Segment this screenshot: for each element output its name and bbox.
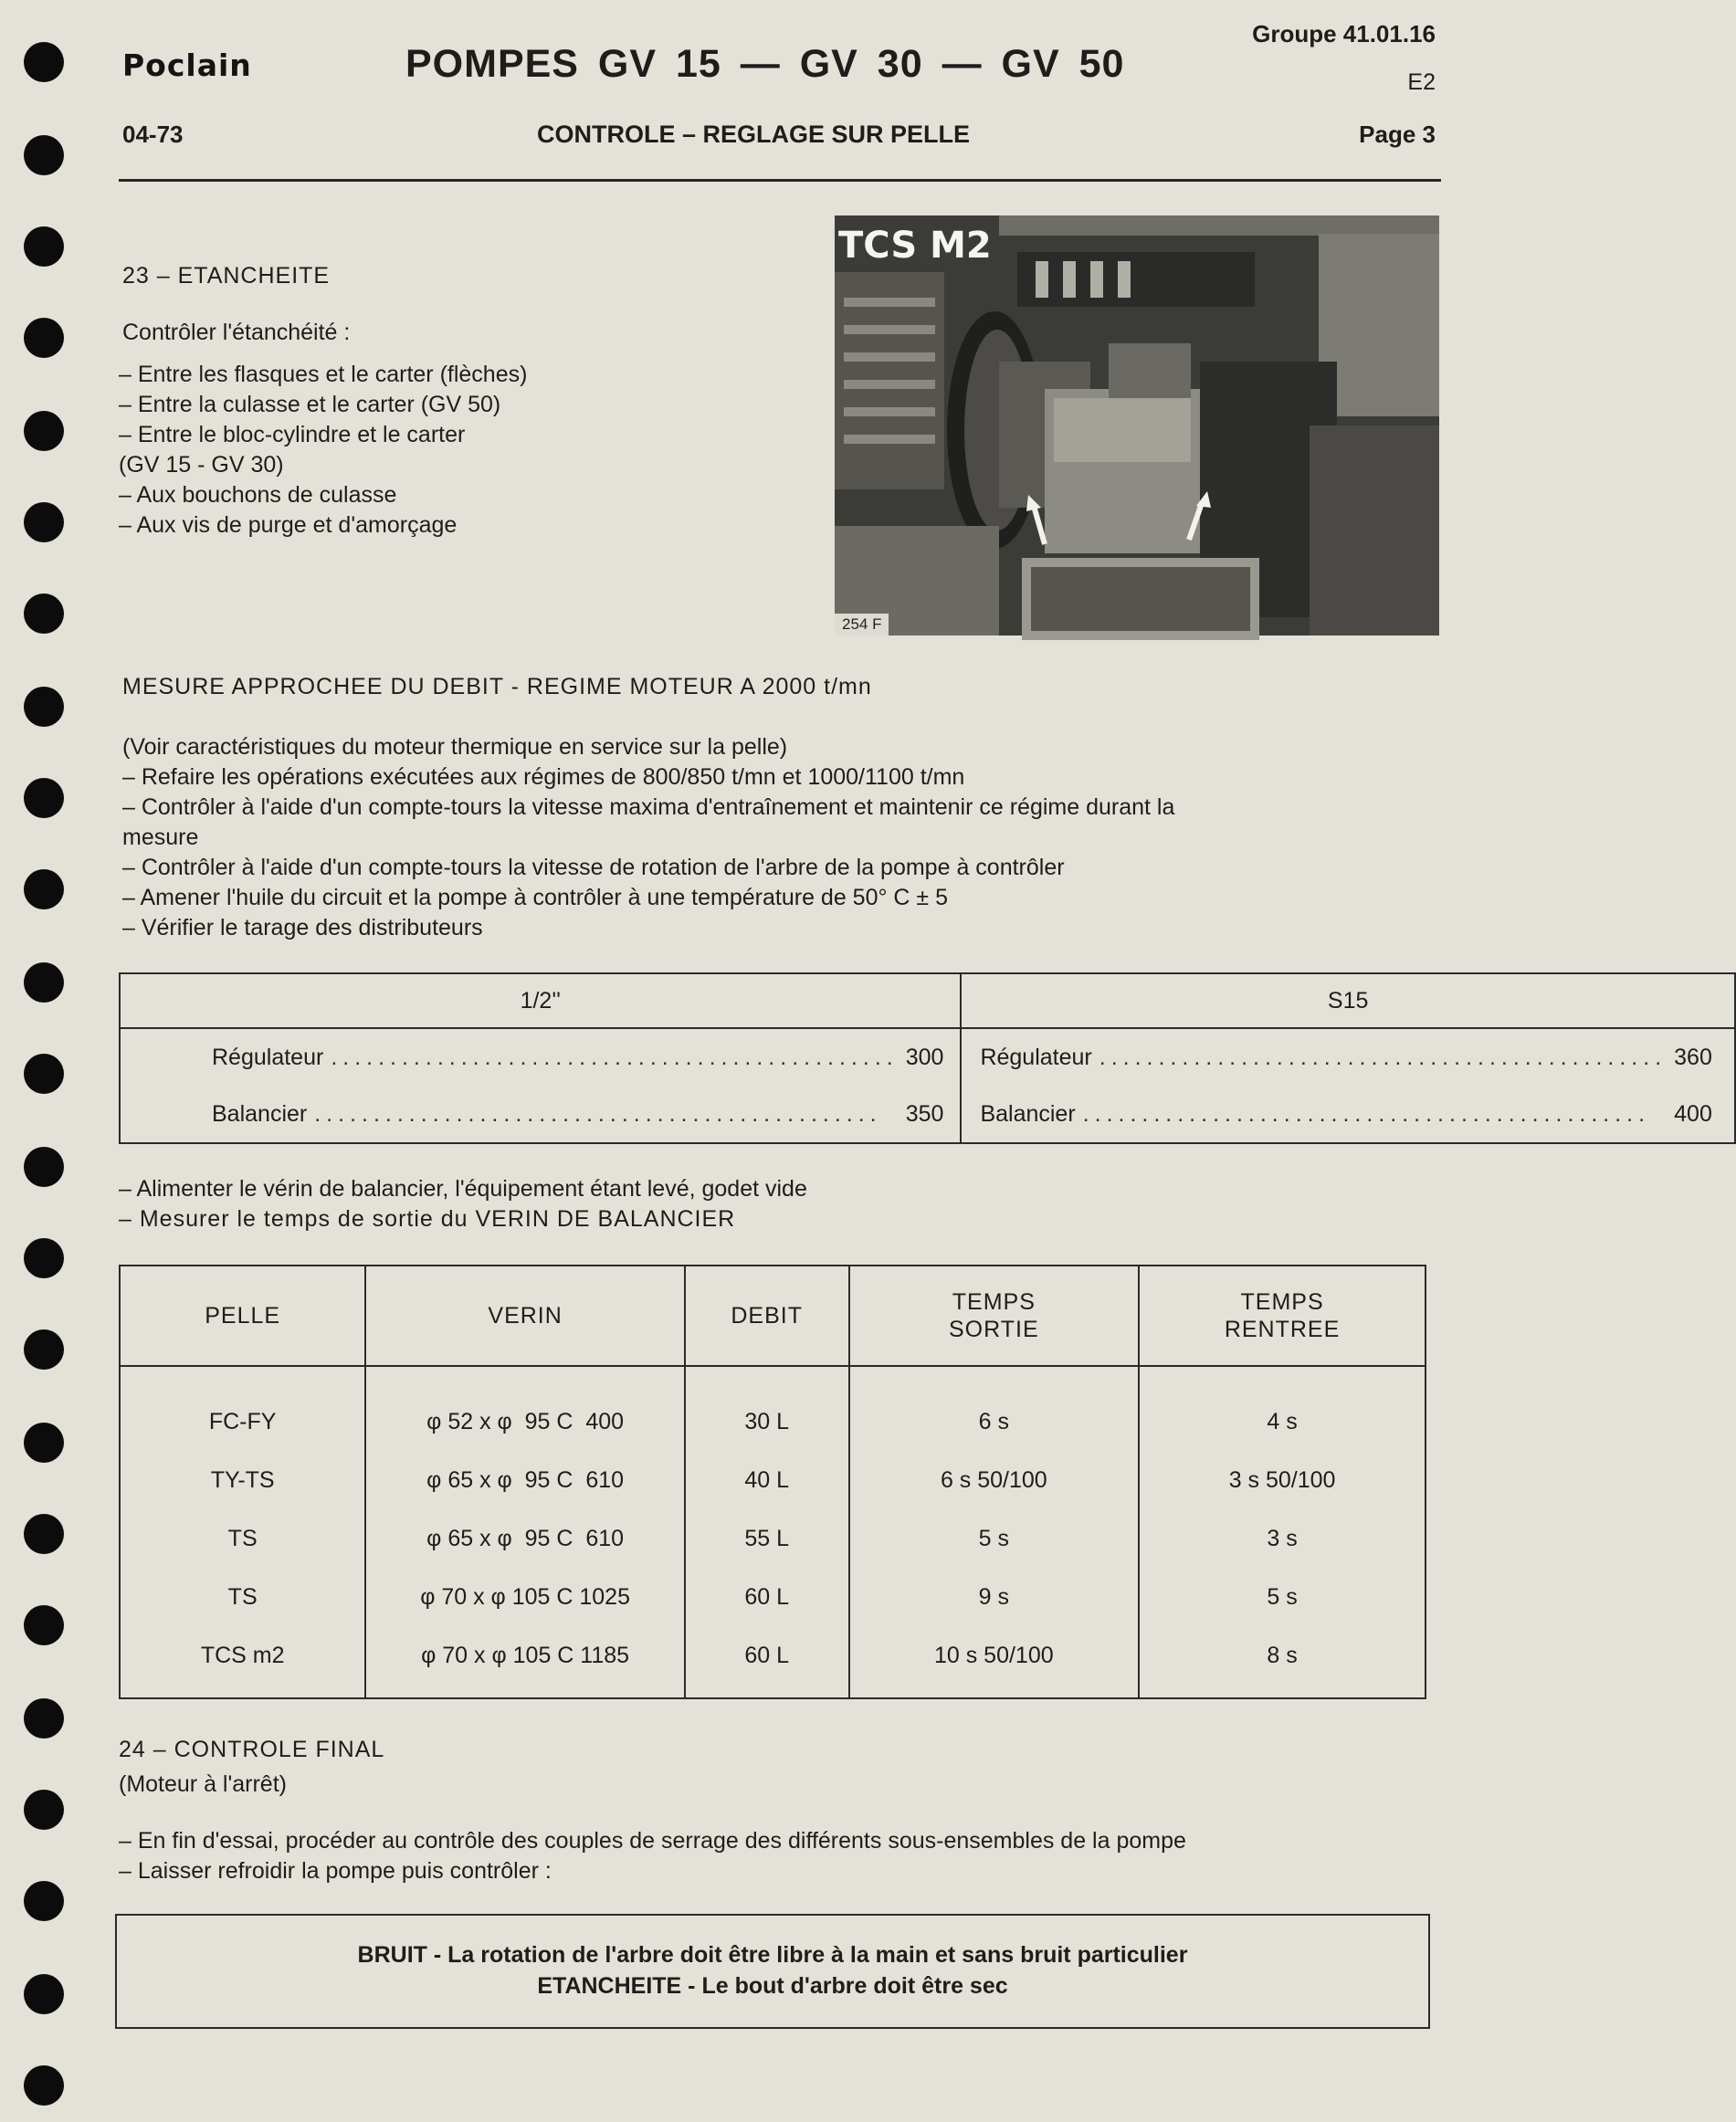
cell-pelle: TS — [120, 1509, 365, 1568]
list-item: – Aux vis de purge et d'amorçage — [119, 512, 458, 538]
group-number: Groupe 41.01.16 — [1252, 20, 1436, 47]
text-line: (Voir caractéristiques du moteur thermique en service sur la pelle) — [122, 734, 788, 760]
binder-hole — [24, 2065, 64, 2106]
page-title: POMPES GV 15 — GV 30 — GV 50 — [405, 42, 1125, 86]
table-row — [120, 1509, 1426, 1568]
cell-value: 300 — [905, 1044, 944, 1070]
binder-hole — [24, 1329, 64, 1370]
list-item: – Entre la culasse et le carter (GV 50) — [119, 392, 501, 417]
list-item: (GV 15 - GV 30) — [119, 452, 284, 478]
column-header: TEMPS RENTREE — [1139, 1266, 1426, 1366]
cell-verin: φ 52 x φ 95 C 400 — [365, 1366, 685, 1451]
cell-pelle: FC-FY — [120, 1366, 365, 1451]
cell-temps-sortie: 6 s 50/100 — [849, 1451, 1140, 1509]
verin-instructions — [119, 1174, 807, 1234]
section-23-list — [119, 360, 527, 541]
column-header: VERIN — [365, 1266, 685, 1366]
binder-hole — [24, 1974, 64, 2014]
cell-verin: φ 70 x φ 105 C 1025 — [365, 1568, 685, 1626]
cell-temps-rentree: 5 s — [1139, 1568, 1426, 1626]
row-label: Régulateur — [980, 1044, 1092, 1070]
list-item: – Entre le bloc-cylindre et le carter — [119, 422, 466, 447]
final-check-box — [115, 1914, 1430, 2029]
binder-hole — [24, 594, 64, 634]
verin-table — [119, 1265, 1426, 1699]
section-24-heading: 24 – CONTROLE FINAL — [119, 1737, 385, 1762]
mesure-text — [122, 732, 1174, 943]
text-line: – Contrôler à l'aide d'un compte-tours la vitesse de rotation de l'arbre de la pompe à contrôler — [122, 855, 1065, 880]
binder-hole — [24, 1605, 64, 1645]
photo-label: TCS M2 — [838, 225, 992, 267]
table-cell: Balancier ................................................ 350 — [120, 1086, 961, 1143]
table-row — [120, 1366, 1426, 1451]
cell-verin: φ 70 x φ 105 C 1185 — [365, 1626, 685, 1698]
cell-pelle: TCS m2 — [120, 1626, 365, 1698]
text-line: – Alimenter le vérin de balancier, l'équipement étant levé, godet vide — [119, 1176, 807, 1202]
binder-hole — [24, 411, 64, 451]
binder-hole — [24, 1698, 64, 1739]
row-label: Balancier — [212, 1100, 308, 1127]
mesure-heading: MESURE APPROCHEE DU DEBIT - REGIME MOTEUR A 2000 t/mn — [122, 674, 872, 699]
cell-pelle: TS — [120, 1568, 365, 1626]
binder-hole — [24, 962, 64, 1003]
cell-debit: 60 L — [685, 1568, 849, 1626]
table-cell: Balancier ................................................ 400 — [961, 1086, 1734, 1143]
column-header: S15 — [961, 973, 1734, 1028]
column-header: 1/2'' — [120, 973, 961, 1028]
binder-hole — [24, 1790, 64, 1830]
etancheite-line: ETANCHEITE - Le bout d'arbre doit être sec — [537, 1973, 1008, 1999]
text-line: – Vérifier le tarage des distributeurs — [122, 915, 483, 940]
binder-hole — [24, 1881, 64, 1921]
binder-hole — [24, 687, 64, 727]
cell-temps-rentree: 3 s 50/100 — [1139, 1451, 1426, 1509]
column-header: DEBIT — [685, 1266, 849, 1366]
text-line: – En fin d'essai, procéder au contrôle des couples de serrage des différents sous-ensembles de la pompe — [119, 1828, 1186, 1854]
text-line: – Contrôler à l'aide d'un compte-tours la vitesse maxima d'entraînement et maintenir ce régime durant la — [122, 794, 1175, 820]
section-24-subheading: (Moteur à l'arrêt) — [119, 1771, 287, 1797]
section-24-text — [119, 1826, 1186, 1886]
edition-date: 04-73 — [122, 121, 184, 148]
list-item: – Entre les flasques et le carter (flèches) — [119, 362, 528, 387]
cell-debit: 55 L — [685, 1509, 849, 1568]
binder-hole — [24, 1054, 64, 1094]
binder-hole — [24, 135, 64, 175]
cell-value: 350 — [905, 1100, 944, 1127]
cell-temps-rentree: 4 s — [1139, 1366, 1426, 1451]
pump-photo — [835, 215, 1439, 636]
page-number: Page 3 — [1359, 121, 1436, 148]
bruit-line: BRUIT - La rotation de l'arbre doit être libre à la main et sans bruit particulier — [357, 1942, 1188, 1968]
photo-caption: 254 F — [835, 614, 889, 636]
binder-hole — [24, 1147, 64, 1187]
binder-holes — [24, 0, 64, 2122]
table-row — [120, 1451, 1426, 1509]
binder-hole — [24, 318, 64, 358]
table-row — [120, 1568, 1426, 1626]
binder-hole — [24, 502, 64, 542]
cell-temps-sortie: 6 s — [849, 1366, 1140, 1451]
cell-debit: 30 L — [685, 1366, 849, 1451]
column-header: PELLE — [120, 1266, 365, 1366]
text-line: – Laisser refroidir la pompe puis contrôler : — [119, 1858, 552, 1884]
cell-debit: 60 L — [685, 1626, 849, 1698]
cell-temps-rentree: 8 s — [1139, 1626, 1426, 1698]
binder-hole — [24, 42, 64, 82]
cell-value: 400 — [1674, 1100, 1712, 1127]
table-cell: Régulateur ................................................ 300 — [120, 1028, 961, 1086]
binder-hole — [24, 1514, 64, 1554]
tarage-table — [119, 972, 1736, 1144]
text-line: – Amener l'huile du circuit et la pompe à contrôler à une température de 50° C ± 5 — [122, 885, 948, 910]
cell-value: 360 — [1674, 1044, 1712, 1070]
binder-hole — [24, 226, 64, 267]
pump-photo-drawing — [835, 215, 1439, 636]
cell-verin: φ 65 x φ 95 C 610 — [365, 1509, 685, 1568]
cell-debit: 40 L — [685, 1451, 849, 1509]
table-row — [120, 1626, 1426, 1698]
brand-logo: Poclain — [122, 47, 252, 83]
binder-hole — [24, 778, 64, 818]
list-item: – Aux bouchons de culasse — [119, 482, 397, 508]
text-line: mesure — [122, 825, 199, 850]
text-line: – Mesurer le temps de sortie du VERIN DE BALANCIER — [119, 1206, 736, 1232]
revision-code: E2 — [1407, 69, 1436, 95]
cell-temps-sortie: 5 s — [849, 1509, 1140, 1568]
column-header: TEMPS SORTIE — [849, 1266, 1140, 1366]
cell-temps-sortie: 9 s — [849, 1568, 1140, 1626]
binder-hole — [24, 1238, 64, 1278]
section-23-intro: Contrôler l'étanchéité : — [122, 320, 351, 345]
row-label: Régulateur — [212, 1044, 324, 1070]
section-23-heading: 23 – ETANCHEITE — [122, 263, 331, 289]
cell-pelle: TY-TS — [120, 1451, 365, 1509]
row-label: Balancier — [980, 1100, 1076, 1127]
cell-verin: φ 65 x φ 95 C 610 — [365, 1451, 685, 1509]
binder-hole — [24, 869, 64, 909]
header-divider — [119, 179, 1441, 182]
cell-temps-rentree: 3 s — [1139, 1509, 1426, 1568]
cell-temps-sortie: 10 s 50/100 — [849, 1626, 1140, 1698]
table-cell: Régulateur ................................................ 360 — [961, 1028, 1734, 1086]
binder-hole — [24, 1423, 64, 1463]
page-subtitle: CONTROLE – REGLAGE SUR PELLE — [537, 121, 971, 148]
text-line: – Refaire les opérations exécutées aux régimes de 800/850 t/mn et 1000/1100 t/mn — [122, 764, 965, 790]
